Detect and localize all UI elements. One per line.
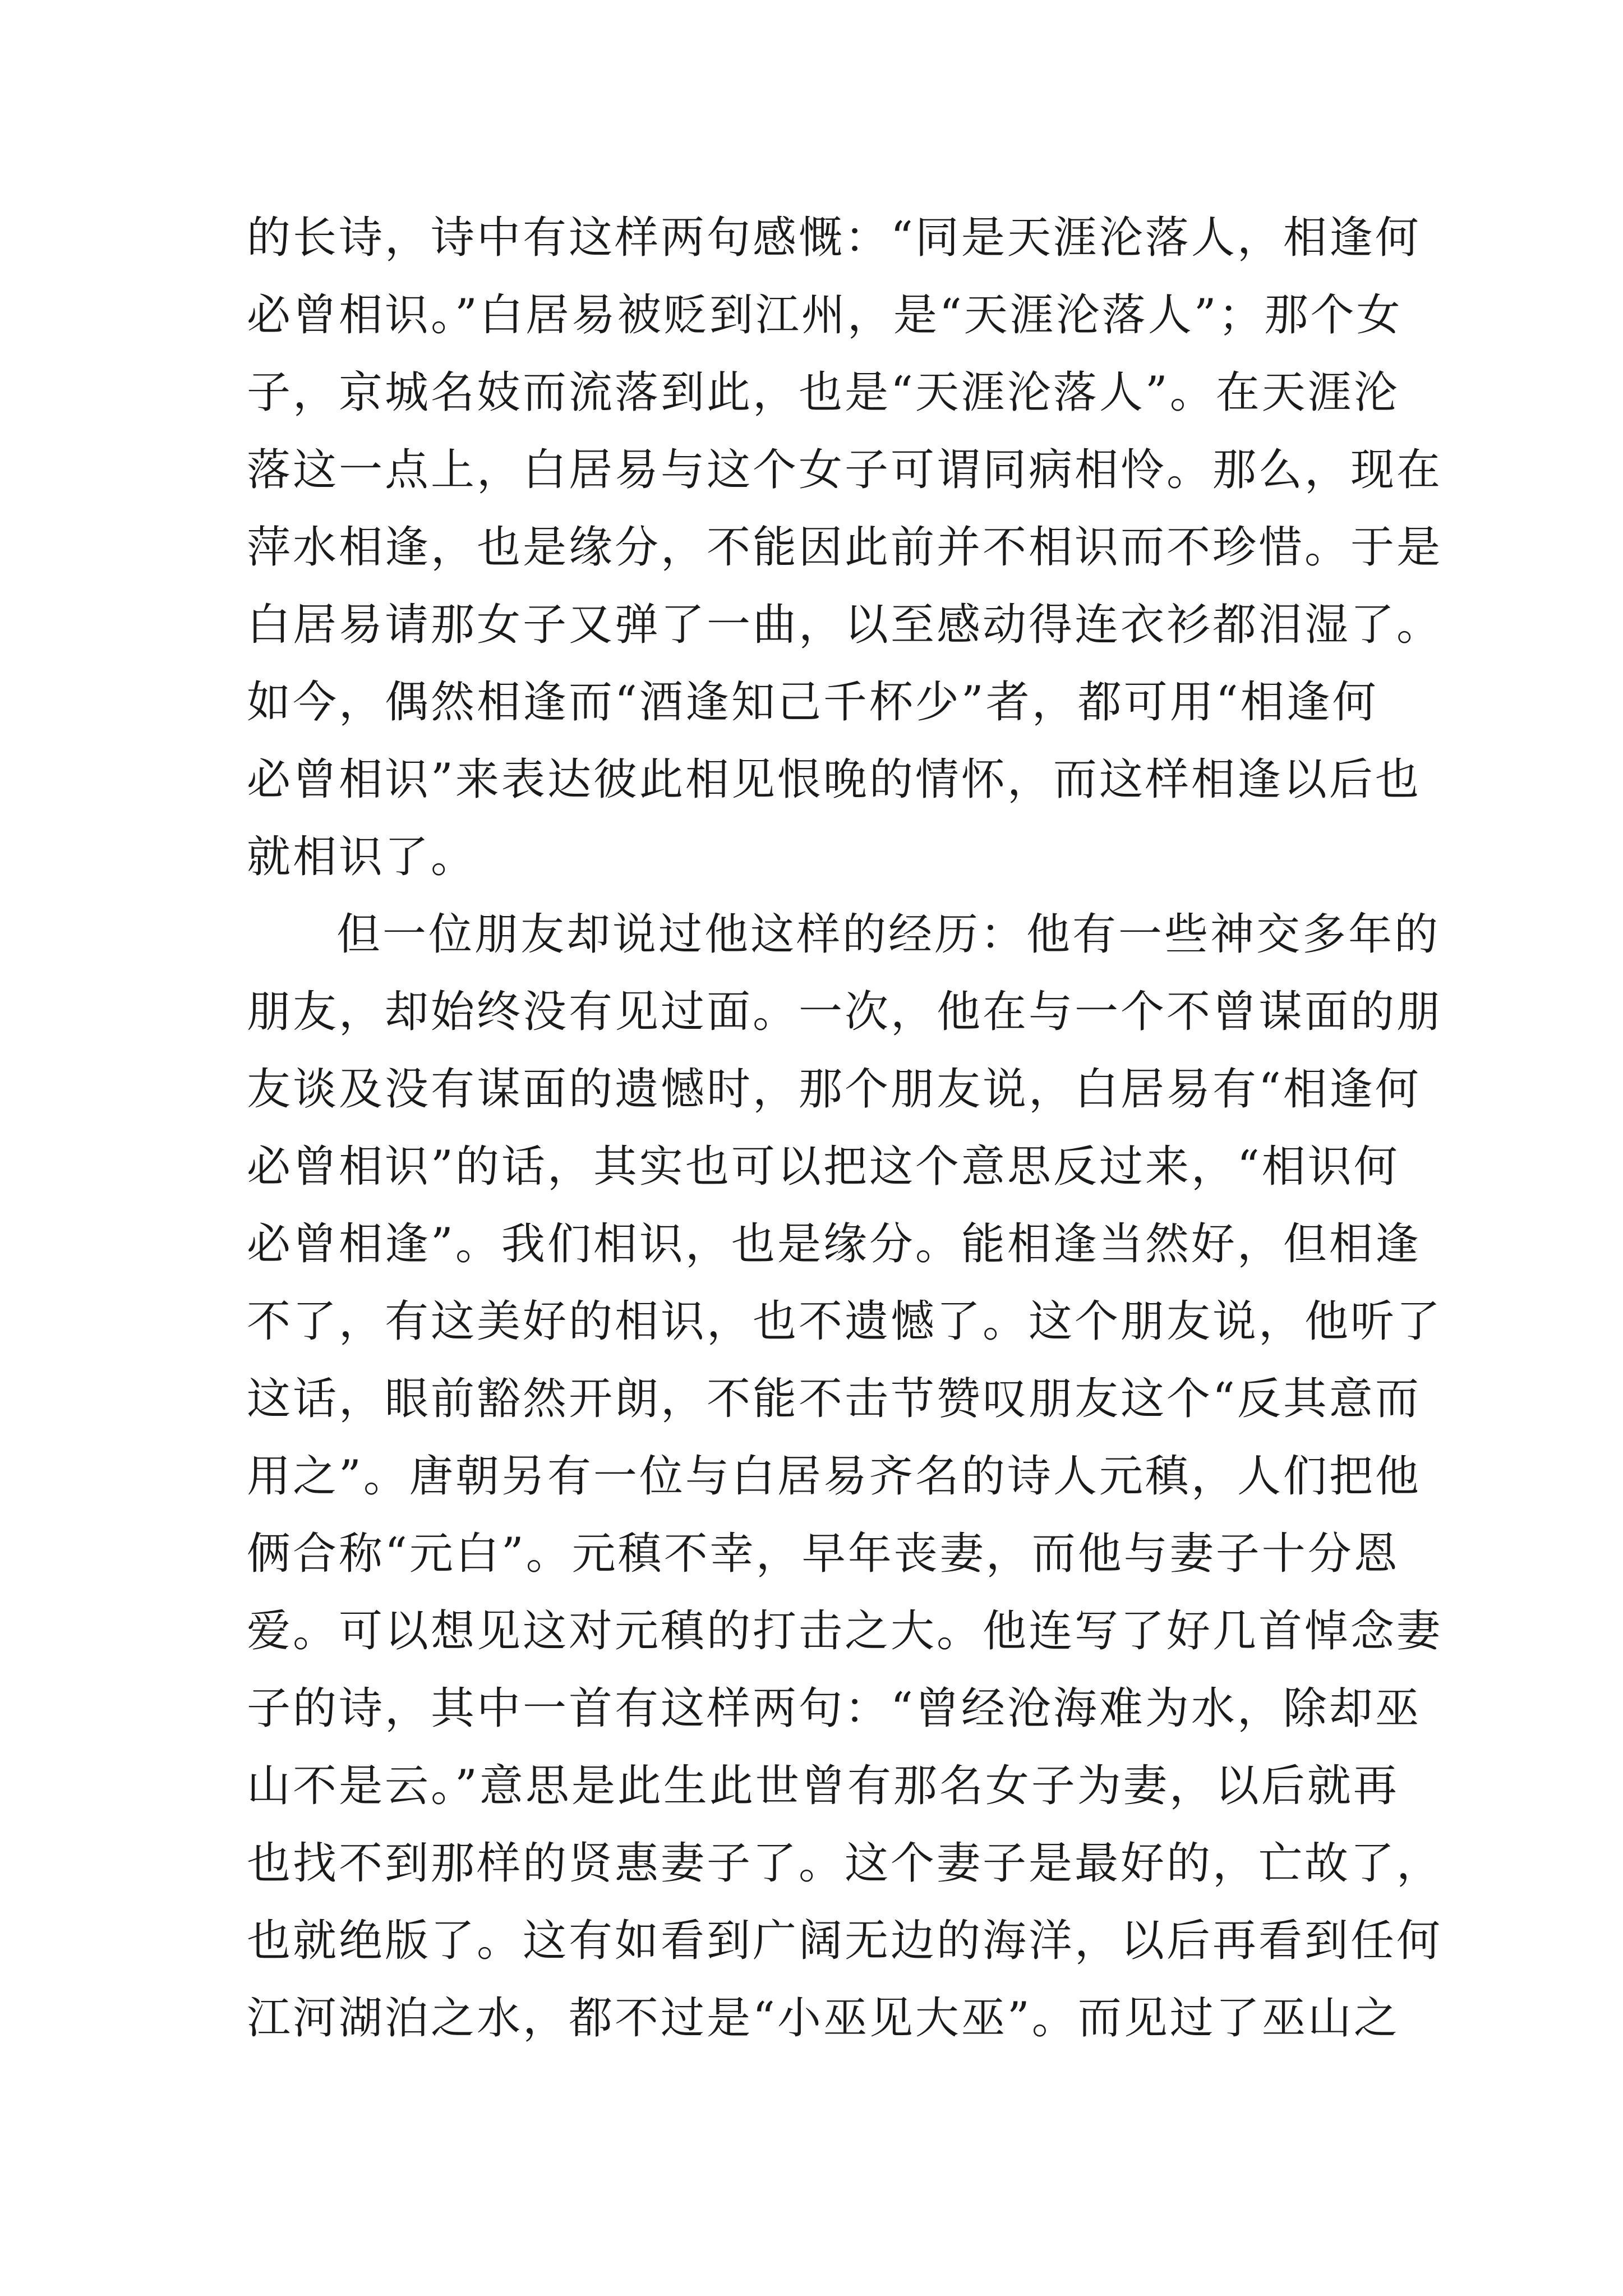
text-line: 爱。可以想见这对元稹的打击之大。他连写了好几首悼念妻 bbox=[247, 1606, 1443, 1657]
text-line: 必曾相逢”。我们相识，也是缘分。能相逢当然好，但相逢 bbox=[247, 1219, 1421, 1269]
text-line: 不了，有这美好的相识，也不遗憾了。这个朋友说，他听了 bbox=[247, 1296, 1443, 1347]
text-line: 萍水相逢，也是缘分，不能因此前并不相识而不珍惜。于是 bbox=[247, 522, 1443, 573]
text-line: 必曾相识”的话，其实也可以把这个意思反过来，“相识何 bbox=[247, 1142, 1400, 1192]
text-line: 落这一点上，白居易与这个女子可谓同病相怜。那么，现在 bbox=[247, 445, 1443, 495]
text-line: 必曾相识”来表达彼此相见恨晚的情怀，而这样相逢以后也 bbox=[247, 754, 1421, 805]
text-line: 也就绝版了。这有如看到广阔无边的海洋，以后再看到任何 bbox=[247, 1916, 1443, 1966]
body-text bbox=[247, 199, 1443, 2057]
text-line: 子，京城名妓而流落到此，也是“天涯沦落人”。在天涯沦 bbox=[247, 367, 1400, 418]
text-line: 俩合称“元白”。元稹不幸，早年丧妻，而他与妻子十分恩 bbox=[247, 1529, 1400, 1579]
text-line: 白居易请那女子又弹了一曲，以至感动得连衣衫都泪湿了。 bbox=[247, 600, 1443, 650]
text-line: 朋友，却始终没有见过面。一次，他在与一个不曾谋面的朋 bbox=[247, 987, 1443, 1037]
text-line: 必曾相识。”白居易被贬到江州，是“天涯沦落人”；那个女 bbox=[247, 290, 1403, 341]
text-line: 但一位朋友却说过他这样的经历：他有一些神交多年的 bbox=[336, 909, 1441, 960]
text-line: 的长诗，诗中有这样两句感慨：“同是天涯沦落人，相逢何 bbox=[247, 213, 1421, 263]
text-line: 用之”。唐朝另有一位与白居易齐名的诗人元稹，人们把他 bbox=[247, 1451, 1421, 1502]
text-line: 子的诗，其中一首有这样两句：“曾经沧海难为水，除却巫 bbox=[247, 1683, 1421, 1734]
text-line: 友谈及没有谋面的遗憾时，那个朋友说，白居易有“相逢何 bbox=[247, 1064, 1421, 1115]
text-line: 江河湖泊之水，都不过是“小巫见大巫”。而见过了巫山之 bbox=[247, 1993, 1400, 2044]
text-line: 这话，眼前豁然开朗，不能不击节赞叹朋友这个“反其意而 bbox=[247, 1374, 1421, 1424]
text-line: 山不是云。”意思是此生此世曾有那名女子为妻，以后就再 bbox=[247, 1761, 1399, 1811]
text-line: 也找不到那样的贤惠妻子了。这个妻子是最好的，亡故了， bbox=[247, 1838, 1443, 1889]
text-line: 就相识了。 bbox=[247, 832, 477, 882]
text-line: 如今，偶然相逢而“酒逢知己千杯少”者，都可用“相逢何 bbox=[247, 677, 1378, 728]
